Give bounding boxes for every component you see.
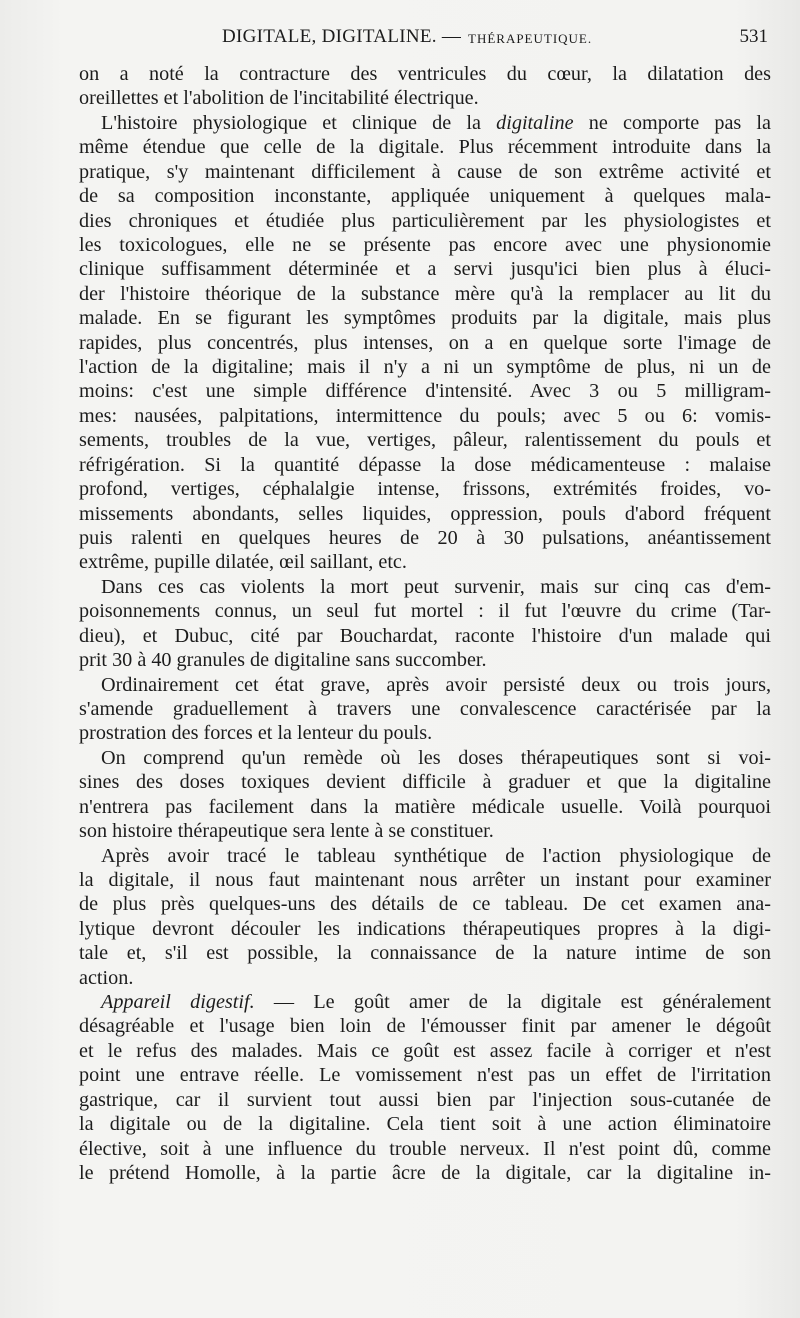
text-line: action. bbox=[79, 966, 134, 989]
text-line: les toxicologues, elle ne se présente pas encore avec une physionomie bbox=[79, 233, 771, 256]
text-line: la digitale ou de la digitaline. Cela tient soit à une action éliminatoire bbox=[79, 1113, 771, 1136]
text-line: de sa composition inconstante, appliquée uniquement à quelques mala- bbox=[79, 185, 771, 208]
text-line: mes: nausées, palpitations, intermittence du pouls; avec 5 ou 6: vomis- bbox=[79, 404, 771, 427]
text-line: dies chroniques et étudiée plus particulièrement par les physiologistes et bbox=[79, 209, 771, 232]
text-line: prostration des forces et la lenteur du pouls. bbox=[79, 722, 433, 745]
text-line: désagréable et l'usage bien loin de l'émousser finit par amener le dégoût bbox=[79, 1015, 771, 1038]
text-fragment: L'histoire physiologique et clinique de la bbox=[101, 111, 481, 134]
text-line: prit 30 à 40 granules de digitaline sans succomber. bbox=[79, 649, 487, 672]
text-line: der l'histoire théorique de la substance mère qu'à la remplacer au lit du bbox=[79, 282, 771, 305]
running-title-dash: — bbox=[441, 26, 462, 47]
text-line: dieu), et Dubuc, cité par Bouchardat, raconte l'histoire d'un malade qui bbox=[79, 624, 771, 647]
text-line: et le refus des malades. Mais ce goût est assez facile à corriger et n'est bbox=[79, 1039, 771, 1062]
text-line: rapides, plus concentrés, plus intenses, on a en quelque sorte l'image de bbox=[79, 331, 771, 354]
text-line: On comprend qu'un remède où les doses thérapeutiques sont si voi- bbox=[101, 746, 771, 769]
text-line: sements, troubles de la vue, vertiges, pâleur, ralentissement du pouls et bbox=[79, 429, 771, 452]
running-header bbox=[80, 26, 768, 56]
text-line: extrême, pupille dilatée, œil saillant, etc. bbox=[79, 551, 407, 574]
text-line: Dans ces cas violents la mort peut survenir, mais sur cinq cas d'em- bbox=[101, 575, 771, 598]
text-line: Après avoir tracé le tableau synthétique de l'action physiologique de bbox=[101, 844, 771, 867]
text-line: le prétend Homolle, à la partie âcre de la digitale, car la digitaline in- bbox=[79, 1161, 771, 1184]
page-number: 531 bbox=[739, 26, 768, 47]
text-line bbox=[79, 111, 771, 135]
text-line: la digitale, il nous faut maintenant nous arrêter un instant pour examiner bbox=[79, 868, 771, 891]
text-line: sines des doses toxiques devient difficile à graduer et que la digitaline bbox=[79, 771, 771, 794]
text-fragment: ne comporte pas la bbox=[588, 111, 771, 134]
text-line: de plus près quelques-uns des détails de ce tableau. De cet examen ana- bbox=[79, 893, 771, 916]
text-line: son histoire thérapeutique sera lente à se constituer. bbox=[79, 820, 494, 843]
running-title bbox=[222, 26, 461, 48]
text-line: l'action de la digitaline; mais il n'y a ni un symptôme de plus, ni un de bbox=[79, 356, 771, 379]
text-line: n'entrera pas facilement dans la matière médicale usuelle. Voilà pourquoi bbox=[79, 795, 771, 818]
text-line: on a noté la contracture des ventricules du cœur, la dilatation des bbox=[79, 63, 771, 85]
text-line: point une entrave réelle. Le vomissement n'est pas un effet de l'irritation bbox=[79, 1064, 771, 1087]
text-line: missements abondants, selles liquides, oppression, pouls d'abord fréquent bbox=[79, 502, 771, 525]
text-line: même étendue que celle de la digitale. Plus récemment introduite dans la bbox=[79, 136, 771, 159]
text-line: tale et, s'il est possible, la connaissance de la nature intime de son bbox=[79, 942, 771, 965]
text-line: profond, vertiges, céphalalgie intense, frissons, extrémités froides, vo- bbox=[79, 478, 771, 501]
text-line: pratique, s'y maintenant difficilement à cause de son extrême activité et bbox=[79, 160, 771, 183]
text-line: réfrigération. Si la quantité dépasse la dose médicamenteuse : malaise bbox=[79, 453, 771, 476]
text-line bbox=[79, 990, 771, 1014]
text-fragment: — Le goût amer de la digitale est généralement bbox=[273, 991, 771, 1014]
text-line: gastrique, car il survient tout aussi bien par l'injection sous-cutanée de bbox=[79, 1088, 771, 1111]
section-title: THÉRAPEUTIQUE. bbox=[468, 31, 593, 46]
text-line: oreillettes et l'abolition de l'incitabilité électrique. bbox=[79, 87, 479, 110]
running-title-text: DIGITALE, DIGITALINE. bbox=[222, 26, 437, 47]
text-line: puis ralenti en quelques heures de 20 à 30 pulsations, anéantissement bbox=[79, 527, 771, 550]
body-text bbox=[79, 62, 771, 1185]
italic-term: digitaline bbox=[496, 111, 574, 134]
text-line: Ordinairement cet état grave, après avoir persisté deux ou trois jours, bbox=[101, 673, 771, 696]
text-line: malade. En se figurant les symptômes produits par la digitale, mais plus bbox=[79, 307, 771, 330]
text-line: poisonnements connus, un seul fut mortel : il fut l'œuvre du crime (Tar- bbox=[79, 600, 771, 623]
text-line: clinique suffisamment déterminée et a servi jusqu'ici bien plus à éluci- bbox=[79, 258, 771, 281]
text-line: s'amende graduellement à travers une convalescence caractérisée par la bbox=[79, 697, 771, 720]
section-heading: Appareil digestif. bbox=[101, 991, 255, 1014]
text-line: moins: c'est une simple différence d'intensité. Avec 3 ou 5 milligram- bbox=[79, 380, 771, 403]
text-line: élective, soit à une influence du trouble nerveux. Il n'est point dû, comme bbox=[79, 1137, 771, 1160]
text-line: lytique devront découler les indications thérapeutiques propres à la digi- bbox=[79, 917, 771, 940]
